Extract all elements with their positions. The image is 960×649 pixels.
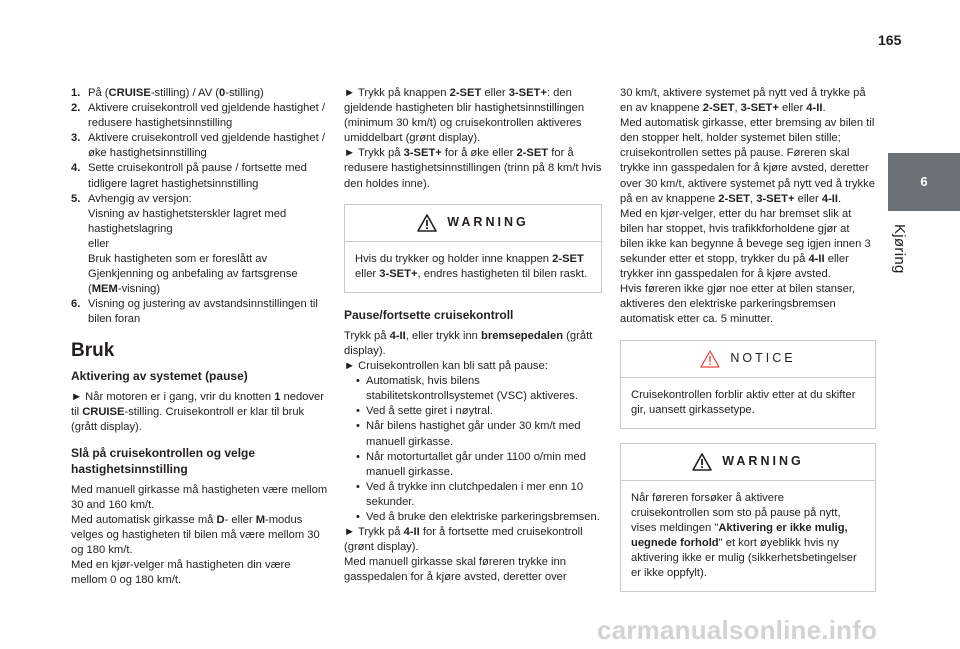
list-item: 5. Avhengig av versjon: Visning av hastighetsterskler lagret med hastighetslagring eller Bruk hastigheten som er foreslått av Gjenkjenning og anbefaling av fartsgrense (MEM-visning)	[71, 192, 298, 296]
set-instructions-text: ► Trykk på knappen 2-SET eller 3-SET+: den gjeldende hastigheten blir hastighetsinnstillingen (minimum 30 km/t) og cruisekontrollen aktiveres umiddelbart (grønt display). ► Trykk på 3-SET+ for å øke eller 2-SET for å redusere hastighetsinnstillingen (trinn på 8 km/t hvis den holdes inne).	[344, 87, 602, 190]
watermark: carmanualsonline.info	[597, 615, 878, 645]
notice-triangle-icon	[700, 350, 720, 368]
notice-box	[620, 340, 876, 429]
section-title: Bruk	[71, 339, 115, 361]
list-item: 2. Aktivere cruisekontroll ved gjeldende hastighet / redusere hastighetsinnstilling	[71, 102, 325, 130]
speed-setting-text: Med manuell girkasse må hastigheten være mellom 30 and 160 km/t. Med automatisk girkasse må D- eller M-modus velges og hastigheten til bilen må være mellom 30 og 180 km/t. Med en kjør-velger må hastigheten din være mellom 0 og 180 km/t.	[71, 483, 328, 587]
list-item: 3. Aktivere cruisekontroll ved gjeldende hastighet / øke hastighetsinnstilling	[71, 132, 325, 160]
subheading-pause: Pause/fortsette cruisekontroll	[344, 307, 514, 322]
chapter-tab[interactable]: 6	[888, 153, 960, 211]
list-item: • Automatisk, hvis bilens stabilitetskontrollsystemet (VSC) aktiveres.	[356, 374, 602, 404]
chapter-label: Kjøring	[891, 224, 908, 274]
warning-title: WARNING	[722, 454, 804, 469]
resume-continued-text: 30 km/t, aktivere systemet på nytt ved å trykke på en av knappene 2-SET, 3-SET+ eller 4-II. Med automatisk girkasse, etter bremsing av bilen til den stopper helt, holder systemet bilen stille; cruisekontrollen settes på pause. Føreren skal trykke inn gasspedalen for å kjøre avsted, deretter over 30 km/t, aktivere systemet på nytt ved å trykke på en av knappene 2-SET, 3-SET+ eller 4-II. Med en kjør-velger, etter du har bremset slik at bilen har stoppet, hvis trafikkforholdene gjør at bilen ikke kan begynne å bevege seg igjen innen 3 sekunder etter et stopp, trykker du på 4-II eller trykker inn gasspedalen for å kjøre avsted. Hvis føreren ikke gjør noe etter at bilen stanser, aktiveres den elektriske parkeringsbremsen automatisk etter ca. 5 minutter.	[620, 87, 875, 326]
warning-triangle-icon	[417, 214, 437, 232]
list-item: 1. På (CRUISE-stilling) / AV (0-stilling)	[71, 87, 264, 99]
warning-header	[621, 444, 875, 481]
list-item: • Ved å trykke inn clutchpedalen i mer enn 10 sekunder.	[356, 480, 602, 510]
warning-triangle-icon	[692, 453, 712, 471]
warning-header	[345, 205, 601, 242]
pause-conditions-list	[344, 374, 602, 525]
list-item: • Når motorturtallet går under 1100 o/min med manuell girkasse.	[356, 450, 602, 480]
warning-box	[620, 443, 876, 593]
notice-header	[621, 341, 875, 378]
list-item: 4. Sette cruisekontroll på pause / fortsette med tidligere lagret hastighetsinnstilling	[71, 162, 307, 190]
pause-text: Trykk på 4-II, eller trykk inn bremsepedalen (grått display). ► Cruisekontrollen kan bli satt på pause:	[344, 329, 593, 373]
list-item: • Ved å sette giret i nøytral.	[356, 404, 602, 419]
subheading-speed-setting: Slå på cruisekontrollen og velge hastighetsinnstilling	[71, 445, 256, 476]
numbered-list	[71, 86, 329, 328]
notice-text: Cruisekontrollen forblir aktiv etter at du skifter gir, uansett girkassetype.	[631, 388, 856, 416]
warning-text: Når føreren forsøker å aktivere cruisekontrollen som sto på pause på nytt, vises meldingen "Aktivering er ikke mulig, uegnede forhold" et kort øyeblikk hvis ny aktivering ikke er mulig (sikkerhetsbetingelser er ikke oppfylt).	[631, 491, 857, 580]
notice-title: NOTICE	[730, 350, 796, 365]
warning-text: Hvis du trykker og holder inne knappen 2-SET eller 3-SET+, endres hastigheten til bilen raskt.	[355, 252, 588, 280]
list-item: • Ved å bruke den elektriske parkeringsbremsen.	[356, 510, 602, 525]
page-number: 165	[878, 32, 902, 48]
resume-text: ► Trykk på 4-II for å fortsette med cruisekontroll (grønt display). Med manuell girkasse skal føreren trykke inn gasspedalen for å kjøre avsted, deretter over	[344, 526, 583, 584]
warning-box	[344, 204, 602, 293]
subheading-activation: Aktivering av systemet (pause)	[71, 368, 248, 383]
column-right	[620, 86, 876, 606]
warning-title: WARNING	[447, 215, 529, 230]
list-item: 6. Visning og justering av avstandsinnstillingen til bilen foran	[71, 298, 318, 326]
list-item: • Når bilens hastighet går under 30 km/t med manuell girkasse.	[356, 419, 602, 449]
column-middle	[344, 86, 602, 585]
column-left	[71, 86, 329, 589]
activation-text: ► Når motoren er i gang, vrir du knotten 1 nedover til CRUISE-stilling. Cruisekontroll er klar til bruk (grått display).	[71, 390, 324, 433]
